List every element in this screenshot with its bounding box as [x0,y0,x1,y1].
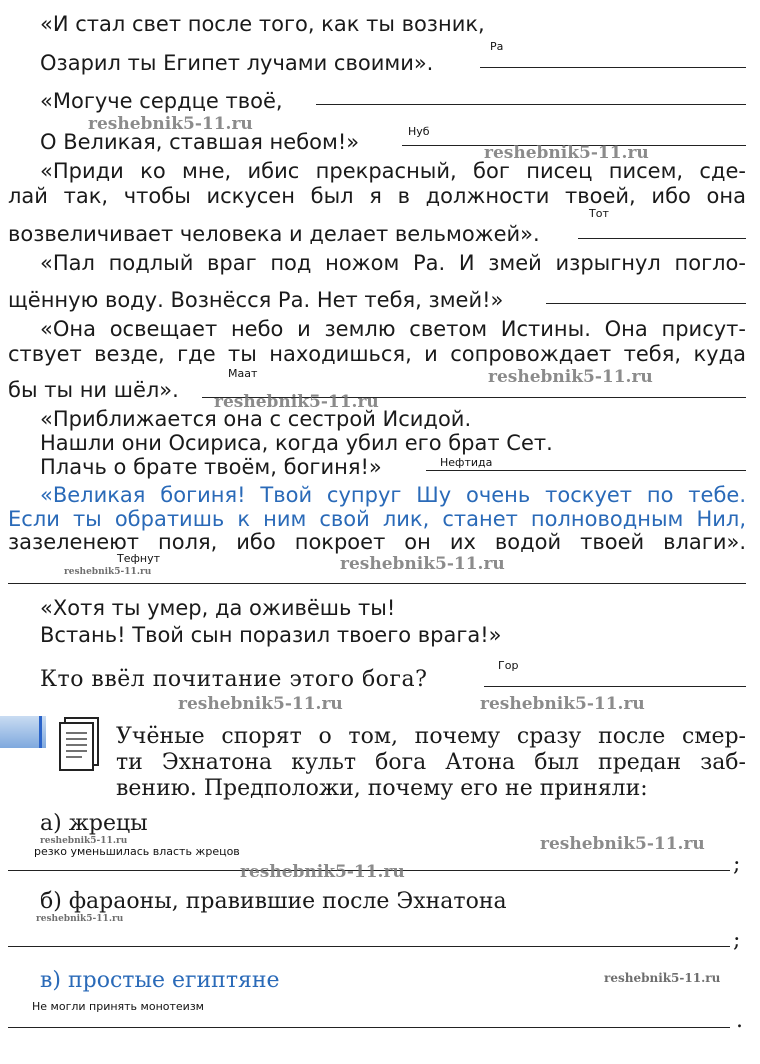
watermark: reshebnik5-11.ru [178,694,343,714]
item-a-label: а) жрецы [40,811,148,836]
hymn-6-line-2: Нашли они Осириса, когда убил его брат Сет. [40,431,553,455]
hymn-5-line-3: бы ты ни шёл». [8,378,179,402]
watermark: reshebnik5-11.ru [488,367,653,387]
answer-line-3[interactable] [578,238,746,239]
answer-ra: Ра [490,40,504,53]
hymn-3-line-1: «Приди ко мне, ибис прекрасный, бог писец писем, сде- [40,159,746,183]
item-a-end: ; [733,852,741,877]
watermark: reshebnik5-11.ru [484,143,649,163]
hymn-7-line-2: Если ты обратишь к ним свой лик, станет полноводным Нил, [8,507,746,531]
answer-horus: Гор [498,659,519,672]
hymn-1-line-1: «И стал свет после того, как ты возник, [40,12,485,36]
answer-line-1[interactable] [480,67,746,68]
watermark: reshebnik5-11.ru [40,836,128,846]
notebook-icon [56,715,102,773]
watermark: reshebnik5-11.ru [240,862,405,882]
item-b-label: б) фараоны, правившие после Эхнатона [40,889,507,914]
answer-line-4[interactable] [546,303,746,304]
hymn-4-line-1: «Пал подлый враг под ножом Ра. И змей изрыгнул погло- [40,251,746,275]
item-b-end: ; [733,928,741,953]
answer-tefnut: Тефнут [117,552,161,565]
watermark: reshebnik5-11.ru [214,392,379,412]
watermark: reshebnik5-11.ru [340,554,505,574]
answer-line-8[interactable] [484,686,746,687]
hymn-8-line-1: «Хотя ты умер, да оживёшь ты! [40,596,396,620]
hymn-6-line-1: «Приближается она с сестрой Исидой. [40,407,472,431]
watermark: reshebnik5-11.ru [604,971,721,985]
item-c-line[interactable] [8,1027,730,1028]
hymn-7-line-3: зазеленеют поля, ибо покроет он их водой твоей влаги». [8,530,746,554]
hymn-5-line-1: «Она освещает небо и землю светом Истины. Она присут- [40,317,746,341]
hymn-5-line-2: ствует везде, где ты находишься, и сопровождает тебя, куда [8,342,746,366]
answer-line-2a[interactable] [316,104,746,105]
hymn-2-line-1: «Могуче сердце твоё, [40,89,283,113]
hymn-3-line-3: возвеличивает человека и делает вельможей». [8,222,540,246]
hymn-1-line-2: Озарил ты Египет лучами своими». [40,51,434,75]
item-c-label: в) простые египтяне [40,968,280,993]
task-line-1: Учёные спорят о том, почему сразу после смер- [116,724,746,749]
hymn-7-line-1: «Великая богиня! Твой супруг Шу очень тоскует по тебе. [40,483,746,507]
item-b-line[interactable] [8,946,730,947]
item-a-answer: резко уменьшилась власть жрецов [34,845,240,858]
hymn-8-line-2: Встань! Твой сын поразил твоего врага!» [40,623,502,647]
answer-line-7[interactable] [8,583,746,584]
hymn-4-line-2: щённую воду. Вознёсся Ра. Нет тебя, змей!» [8,288,504,312]
answer-nut: Нуб [408,125,430,138]
answer-nephthys: Нефтида [440,456,493,469]
watermark: reshebnik5-11.ru [36,914,124,924]
watermark: reshebnik5-11.ru [540,834,705,854]
hymn-3-line-2: лай так, чтобы искусен был я в должности твоей, ибо она [8,184,746,208]
item-c-answer: Не могли принять монотеизм [32,1000,204,1013]
section-marker [0,716,46,748]
hymn-6-line-3: Плачь о брате твоём, богиня!» [40,455,382,479]
answer-line-6[interactable] [426,470,746,471]
watermark: reshebnik5-11.ru [88,114,253,134]
task-line-3: вению. Предположи, почему его не приняли: [116,776,648,801]
watermark: reshebnik5-11.ru [64,567,152,577]
watermark: reshebnik5-11.ru [480,694,645,714]
answer-maat: Маат [228,367,258,380]
hymn-2-line-2: О Великая, ставшая небом!» [40,130,360,154]
question-text: Кто ввёл почитание этого бога? [40,667,428,692]
task-line-2: ти Эхнатона культ бога Атона был предан заб- [116,750,746,775]
answer-thoth: Тот [589,207,609,220]
item-c-end: . [736,1008,743,1033]
